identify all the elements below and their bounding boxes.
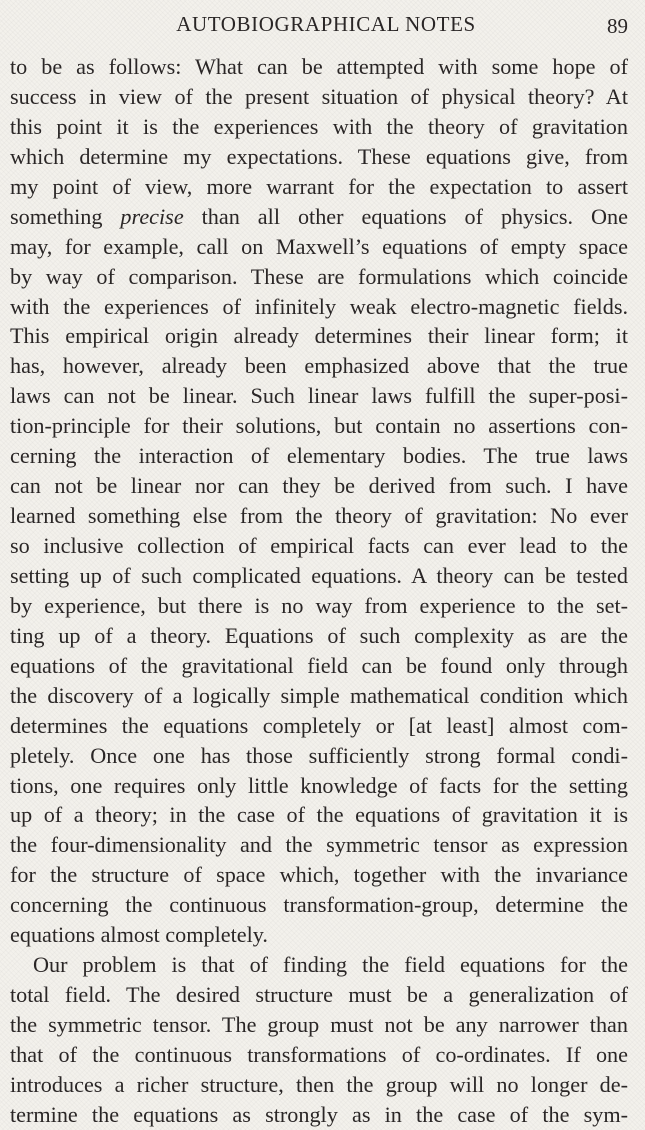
- emphasized-word: precise: [120, 203, 184, 229]
- text-line: success in view of the present situation of physical theory? At: [10, 83, 628, 109]
- text-line: [10, 202, 628, 232]
- text-segment: something: [10, 203, 121, 229]
- running-title: AUTOBIOGRAPHICAL NOTES: [176, 12, 476, 36]
- text-line: laws can not be linear. Such linear laws fulfill the super-posi-: [10, 383, 628, 409]
- text-line: the symmetric tensor. The group must not be any narrower than: [10, 1012, 628, 1037]
- text-line: tions, one requires only little knowledge of facts for the setting: [10, 772, 628, 798]
- text-line: termine the equations as strongly as in the case of the sym-: [10, 1101, 628, 1127]
- text-line: setting up of such complicated equations. A theory can be tested: [10, 562, 628, 588]
- page-number: 89: [607, 14, 628, 38]
- text-line: up of a theory; in the case of the equations of gravitation it is: [10, 802, 628, 828]
- text-line: with the experiences of infinitely weak electro-magnetic fields.: [10, 293, 628, 319]
- text-line: by way of comparison. These are formulations which coincide: [10, 263, 628, 289]
- text-line: this point it is the experiences with the theory of gravitation: [10, 113, 628, 139]
- paragraph-end-line: equations almost completely.: [10, 922, 268, 948]
- text-line: the four-dimensionality and the symmetric tensor as expression: [10, 832, 628, 858]
- text-line: introduces a richer structure, then the group will no longer de-: [10, 1071, 628, 1097]
- body-text: [10, 52, 628, 1130]
- text-line: total field. The desired structure must be a generalization of: [10, 982, 628, 1008]
- text-line: so inclusive collection of empirical facts can ever lead to the: [10, 533, 628, 558]
- text-line: by experience, but there is no way from experience to the set-: [10, 592, 628, 618]
- text-line: has, however, already been emphasized above that the true: [10, 353, 628, 379]
- text-line: learned something else from the theory of gravitation: No ever: [10, 503, 628, 529]
- text-line: to be as follows: What can be attempted with some hope of: [10, 54, 628, 79]
- text-line: may, for example, call on Maxwell’s equations of empty space: [10, 233, 628, 259]
- paragraph-start-line: Our problem is that of finding the field equations for the: [33, 952, 628, 978]
- text-line: This empirical origin already determines their linear form; it: [10, 323, 628, 349]
- text-line: determines the equations completely or [at least] almost com-: [10, 712, 628, 738]
- running-head: [10, 12, 628, 42]
- text-line: that of the continuous transformations of co-ordinates. If one: [10, 1041, 628, 1067]
- text-line: ting up of a theory. Equations of such complexity as are the: [10, 622, 628, 648]
- text-line: my point of view, more warrant for the expectation to assert: [10, 173, 628, 199]
- text-line: pletely. Once one has those sufficiently strong formal condi-: [10, 742, 628, 768]
- text-line: can not be linear nor can they be derived from such. I have: [10, 473, 628, 499]
- text-line: which determine my expectations. These equations give, from: [10, 143, 628, 169]
- text-line: concerning the continuous transformation-group, determine the: [10, 892, 628, 918]
- text-line: equations of the gravitational field can be found only through: [10, 652, 628, 678]
- text-line: the discovery of a logically simple mathematical condition which: [10, 682, 628, 708]
- text-line: for the structure of space which, together with the invariance: [10, 862, 628, 888]
- text-line: cerning the interaction of elementary bodies. The true laws: [10, 443, 628, 469]
- text-line: tion-principle for their solutions, but contain no assertions con-: [10, 413, 628, 439]
- text-segment: than all other equations of physics. One: [183, 203, 628, 229]
